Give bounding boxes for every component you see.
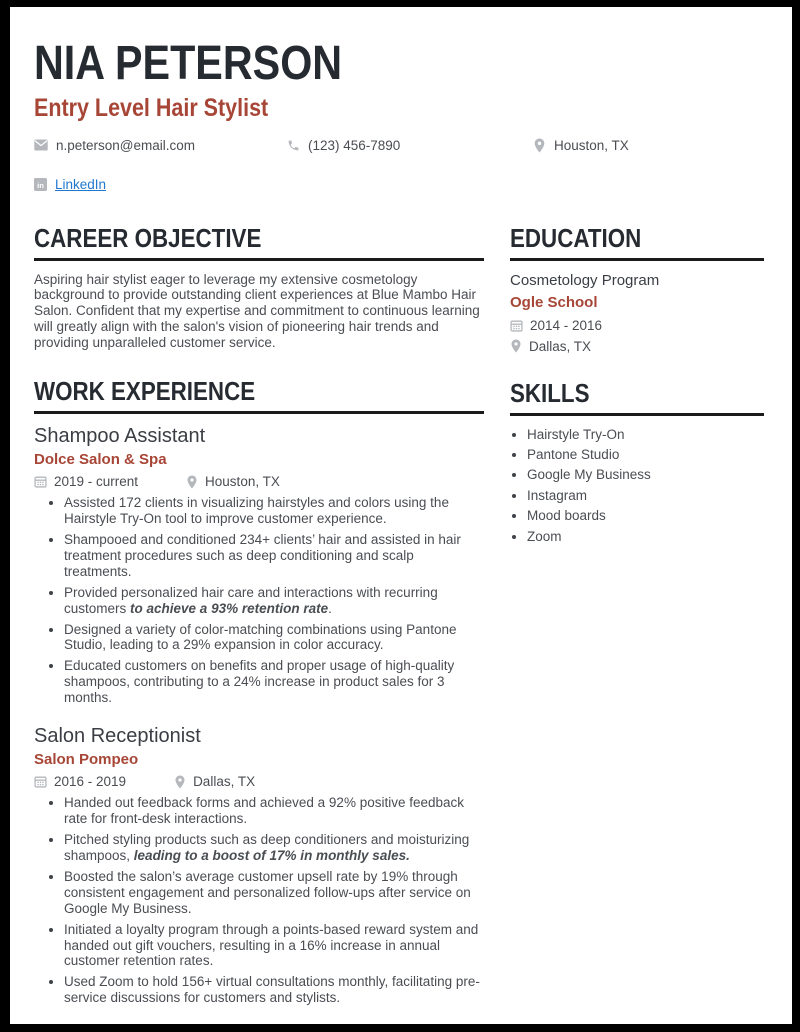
- resume-columns: [34, 222, 764, 1012]
- job-meta: [34, 474, 484, 489]
- education-dates-text: 2014 - 2016: [530, 317, 603, 333]
- section-career-objective: [34, 222, 484, 352]
- education-heading: [510, 222, 764, 261]
- location-pin-icon: [510, 339, 522, 353]
- skill-item: • Pantone Studio: [527, 447, 764, 463]
- job-dates-text: 2016 - 2019: [54, 774, 127, 790]
- location-pin-icon: [533, 138, 546, 153]
- email-text: n.peterson@email.com: [56, 137, 196, 153]
- job-bullet: • Educated customers on benefits and proper usage of high-quality shampoos, contributing to a 24% increase in product sales for 3 months.: [64, 658, 484, 706]
- skill-item: • Mood boards: [527, 508, 764, 524]
- contact-linkedin: [34, 177, 764, 192]
- job-location-text: Dallas, TX: [193, 774, 256, 790]
- section-work-experience: [34, 378, 484, 1006]
- job-title: Shampoo Assistant: [34, 425, 206, 448]
- job-meta: [34, 774, 484, 789]
- work-experience-heading: [34, 378, 484, 414]
- company-name: Dolce Salon & Spa: [34, 451, 167, 469]
- job-location: [174, 774, 255, 789]
- skill-item: • Zoom: [527, 529, 764, 545]
- person-name: [34, 37, 764, 90]
- location-text: Houston, TX: [554, 137, 629, 153]
- career-objective-heading: [34, 222, 484, 261]
- job-bullet: • Used Zoom to hold 156+ virtual consultations monthly, facilitating pre-service discussions for customers and stylists.: [64, 974, 484, 1006]
- job-bullet-list: [34, 795, 484, 1006]
- job-bullet: • Initiated a loyalty program through a points-based reward system and handed out gift vouchers, resulting in a 16% increase in annual customer retention rates.: [64, 922, 484, 970]
- education-school: Ogle School: [510, 293, 598, 311]
- person-job-title: [34, 95, 764, 123]
- skills-heading: [510, 377, 764, 416]
- contact-location: [533, 138, 764, 153]
- linkedin-icon: [34, 178, 47, 191]
- skill-item: • Hairstyle Try-On: [527, 427, 764, 443]
- right-column: [510, 222, 764, 550]
- linkedin-link[interactable]: LinkedIn: [55, 176, 107, 192]
- contact-row: [34, 138, 764, 153]
- left-column: [34, 222, 484, 1012]
- career-objective-text: Aspiring hair stylist eager to leverage my extensive cosmetology background to provide outstanding client experiences at Blue Mambo Hair Salon. Confident that my expertise and commitment to continuous learning will greatly align with the salon's vision of pioneering hair trends and providing unparalleled customer service.: [34, 271, 480, 351]
- education-program: Cosmetology Program: [510, 271, 660, 289]
- calendar-icon: [34, 775, 47, 788]
- job-bullet: • Shampooed and conditioned 234+ clients’ hair and assisted in hair treatment procedures such as deep conditioning and scalp treatments.: [64, 532, 484, 580]
- skill-item: • Instagram: [527, 488, 764, 504]
- skills-list: [510, 427, 764, 545]
- contact-row-2: [34, 177, 764, 192]
- job-bullet: • Designed a variety of color-matching combinations using Pantone Studio, leading to a 29% expansion in color accuracy.: [64, 622, 484, 654]
- job-dates: [34, 474, 138, 489]
- resume-header: [34, 37, 764, 192]
- job-bullet: • Provided personalized hair care and interactions with recurring customers to achieve a 93% retention rate.: [64, 585, 484, 617]
- job-bullet-list: [34, 495, 484, 706]
- education-location: [510, 339, 764, 354]
- skills-heading-text: SKILLS: [510, 377, 590, 408]
- skill-item: • Google My Business: [527, 467, 764, 483]
- job-location: [186, 474, 280, 489]
- calendar-icon: [34, 475, 47, 488]
- job-location-text: Houston, TX: [205, 474, 280, 490]
- section-skills: [510, 377, 764, 545]
- education-dates: [510, 318, 764, 333]
- job-bullet: • Handed out feedback forms and achieved a 92% positive feedback rate for front-desk interactions.: [64, 795, 484, 827]
- job-bullet: • Boosted the salon’s average customer upsell rate by 19% through consistent engagement and personalized follow-ups after service on Google My Business.: [64, 869, 484, 917]
- job-title: Salon Receptionist: [34, 725, 201, 748]
- contact-email: [34, 138, 287, 153]
- job-entry-2: [34, 725, 484, 1006]
- phone-icon: [287, 139, 300, 152]
- job-dates: [34, 774, 126, 789]
- career-objective-heading-text: CAREER OBJECTIVE: [34, 222, 262, 253]
- svg-text:in: in: [37, 180, 44, 190]
- job-dates-text: 2019 - current: [54, 474, 139, 490]
- location-pin-icon: [174, 775, 186, 789]
- work-experience-heading-text: WORK EXPERIENCE: [34, 376, 256, 407]
- calendar-icon: [510, 319, 523, 332]
- person-name-text: NIA PETERSON: [34, 37, 343, 90]
- company-name: Salon Pompeo: [34, 751, 139, 769]
- location-pin-icon: [186, 475, 198, 489]
- section-education: [510, 222, 764, 354]
- education-location-text: Dallas, TX: [529, 338, 592, 354]
- phone-text: (123) 456-7890: [308, 137, 401, 153]
- contact-phone: [287, 138, 533, 153]
- job-bullet: • Assisted 172 clients in visualizing hairstyles and colors using the Hairstyle Try-On tool to improve customer experience.: [64, 495, 484, 527]
- person-job-title-text: Entry Level Hair Stylist: [34, 94, 269, 122]
- job-bullet: • Pitched styling products such as deep conditioners and moisturizing shampoos, leading to a boost of 17% in monthly sales.: [64, 832, 484, 864]
- education-heading-text: EDUCATION: [510, 222, 642, 253]
- job-entry-1: [34, 425, 484, 706]
- mail-icon: [34, 139, 48, 151]
